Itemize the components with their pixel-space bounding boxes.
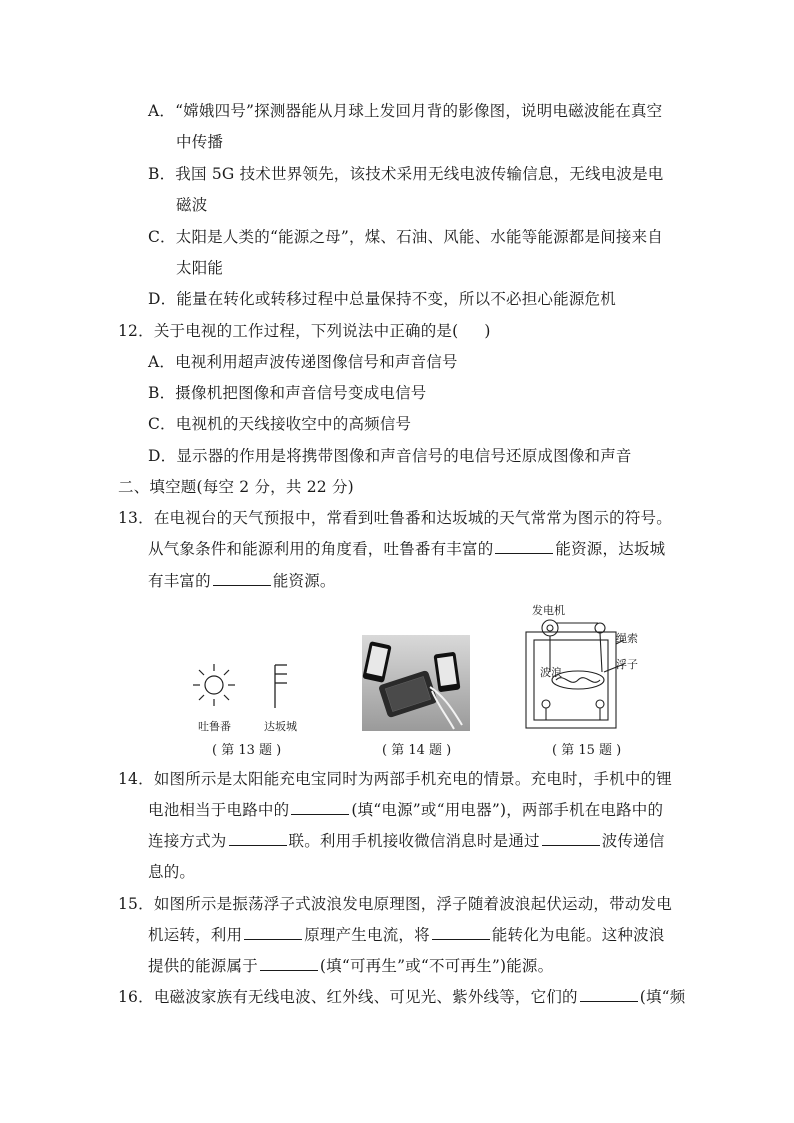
q11-option-b-line1: B．我国 5G 技术世界领先，该技术采用无线电波传输信息，无线电波是电 (148, 165, 664, 183)
answer-blank (580, 986, 638, 1002)
q13-text: 能资源。 (272, 572, 336, 590)
q11-option-d: D．能量在转化或转移过程中总量保持不变，所以不必担心能源危机 (148, 290, 616, 308)
fig14-caption: ( 第 14 题 ) (382, 743, 452, 758)
fig13-caption: ( 第 13 题 ) (212, 743, 282, 758)
q11-option-c-line1: C．太阳是人类的“能源之母”，煤、石油、风能、水能等能源都是间接来自 (148, 228, 664, 246)
q13-text: 能资源，达坂城 (555, 540, 666, 558)
q16-text: (填“频 (639, 988, 686, 1006)
q12-option-a: A．电视利用超声波传递图像信号和声音信号 (148, 353, 458, 371)
q13-line1: 13．在电视台的天气预报中，常看到吐鲁番和达坂城的天气常常为图示的符号。 (118, 509, 672, 527)
fig13-label-turpan: 吐鲁番 (198, 720, 231, 733)
q12-stem (118, 320, 491, 342)
answer-blank (542, 830, 600, 846)
fig15-label-rope: 绳索 (616, 632, 638, 645)
q16-line1 (118, 986, 686, 1008)
q15-text: 机运转，利用 (148, 926, 243, 944)
q14-text: 电池相当于电路中的 (148, 801, 290, 819)
q13-line3 (148, 570, 336, 592)
answer-blank (260, 955, 318, 971)
q14-text: 联。利用手机接收微信消息时是通过 (288, 832, 540, 850)
generator-icon (542, 620, 558, 636)
sun-icon (193, 664, 235, 706)
q15-text: (填“可再生”或“不可再生”)能源。 (319, 957, 554, 975)
q14-line2 (148, 799, 663, 821)
q15-text: 提供的能源属于 (148, 957, 258, 975)
q12-stem-text: 12．关于电视的工作过程，下列说法中正确的是( (118, 322, 459, 340)
q14-line4: 息的。 (148, 863, 196, 881)
q14-text: 连接方式为 (148, 832, 227, 850)
answer-blank (213, 570, 271, 586)
q14-text: 波传递信 (601, 832, 665, 850)
q12-option-c: C．电视机的天线接收空中的高频信号 (148, 415, 412, 433)
q13-text: 有丰富的 (148, 572, 211, 590)
q13-line2 (148, 538, 665, 560)
q15-line3 (148, 955, 553, 977)
q13-text: 从气象条件和能源利用的角度看，吐鲁番有丰富的 (148, 540, 494, 558)
answer-blank (432, 924, 490, 940)
section-heading: 二、填空题(每空 2 分，共 22 分) (118, 478, 354, 496)
fig15-caption: ( 第 15 题 ) (552, 743, 622, 758)
q15-line2 (148, 924, 665, 946)
answer-blank (495, 538, 553, 554)
fig15-label-generator: 发电机 (532, 604, 565, 617)
q12-stem-close: ) (484, 322, 491, 340)
q11-option-b-line2: 磁波 (176, 196, 208, 214)
q11-option-a-line1: A．“嫦娥四号”探测器能从月球上发回月背的影像图，说明电磁波能在真空 (148, 102, 663, 120)
q11-option-a-line2: 中传播 (176, 133, 224, 151)
q16-text: 16．电磁波家族有无线电波、红外线、可见光、紫外线等，它们的 (118, 988, 578, 1006)
answer-blank (291, 799, 349, 815)
fig14-solar-charger-photo (362, 635, 470, 731)
answer-blank (229, 830, 287, 846)
q15-text: 原理产生电流，将 (304, 926, 430, 944)
q11-option-c-line2: 太阳能 (176, 259, 224, 277)
q15-text: 能转化为电能。这种波浪 (491, 926, 665, 944)
q15-line1: 15．如图所示是振荡浮子式波浪发电原理图，浮子随着波浪起伏运动，带动发电 (118, 895, 672, 913)
q12-option-d: D．显示器的作用是将携带图像和声音信号的电信号还原成图像和声音 (148, 447, 632, 465)
fig15-label-wave: 波浪 (540, 666, 562, 679)
fig13-label-dabancheng: 达坂城 (264, 720, 297, 733)
answer-blank (244, 924, 302, 940)
q14-line3 (148, 830, 665, 852)
fig15-label-float: 浮子 (616, 658, 638, 671)
q14-text: (填“电源”或“用电器”)，两部手机在电路中的 (351, 801, 664, 819)
fig13-weather-symbols (180, 660, 330, 720)
q12-option-b: B．摄像机把图像和声音信号变成电信号 (148, 384, 427, 402)
q14-line1: 14．如图所示是太阳能充电宝同时为两部手机充电的情景。充电时，手机中的锂 (118, 770, 672, 788)
wind-icon (275, 665, 287, 708)
